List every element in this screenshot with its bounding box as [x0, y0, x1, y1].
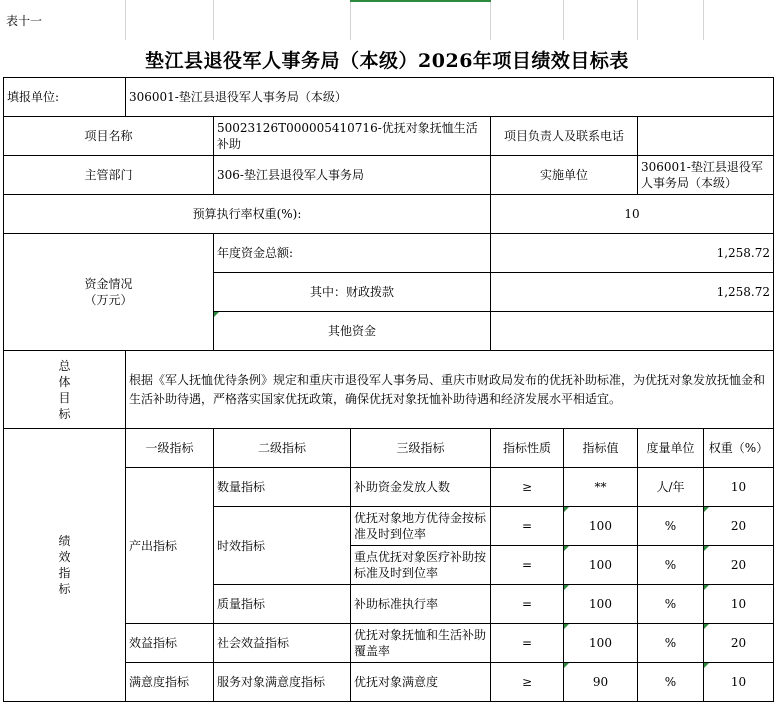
funds-total-value[interactable]: 1,258.72 [491, 234, 774, 273]
budget-weight-label: 预算执行率权重(%): [4, 195, 491, 234]
grid-line [637, 0, 638, 40]
indicator-char: 标 [58, 582, 71, 596]
selected-cell-marker [350, 0, 491, 2]
impl-unit-label: 实施单位 [491, 156, 638, 195]
project-contact-value[interactable] [638, 117, 774, 156]
level2-quality[interactable]: 质量指标 [214, 585, 351, 624]
value-cell[interactable]: 100 [564, 624, 638, 663]
funds-fiscal-value[interactable]: 1,258.72 [491, 273, 774, 312]
dept-value[interactable]: 306-垫江县退役军人事务局 [214, 156, 491, 195]
header-value: 指标值 [564, 429, 638, 468]
project-name-label: 项目名称 [4, 117, 214, 156]
fill-unit-value[interactable]: 306001-垫江县退役军人事务局（本级） [126, 78, 774, 117]
goal-char: 目 [58, 390, 71, 405]
page-title: 垫江县退役军人事务局（本级）2026年项目绩效目标表 [145, 49, 629, 72]
funds-label-line2: （万元） [84, 293, 133, 307]
unit-cell[interactable]: % [638, 507, 704, 546]
header-weight: 权重（%） [704, 429, 774, 468]
header-unit: 度量单位 [638, 429, 704, 468]
grid-line [703, 0, 704, 40]
value-cell[interactable]: ** [564, 468, 638, 507]
project-contact-label: 项目负责人及联系电话 [491, 117, 638, 156]
nature-cell[interactable]: ≥ [491, 468, 564, 507]
level2-quantity[interactable]: 数量指标 [214, 468, 351, 507]
nature-cell[interactable]: = [491, 546, 564, 585]
grid-line [563, 0, 564, 40]
unit-cell[interactable]: % [638, 663, 704, 702]
unit-cell[interactable]: % [638, 624, 704, 663]
goal-char: 总 [58, 358, 71, 373]
funds-other-value[interactable] [491, 312, 774, 351]
grid-line [125, 0, 126, 40]
sheet-label: 表十一 [6, 14, 43, 28]
goal-char: 体 [58, 374, 71, 389]
weight-cell[interactable]: 10 [704, 468, 774, 507]
unit-cell[interactable]: 人/年 [638, 468, 704, 507]
level2-timeliness[interactable]: 时效指标 [214, 507, 351, 585]
fill-unit-label: 填报单位: [4, 78, 126, 117]
funds-label [4, 234, 214, 351]
funds-total-label: 年度资金总额: [214, 234, 491, 273]
unit-cell[interactable]: % [638, 546, 704, 585]
unit-cell[interactable]: % [638, 585, 704, 624]
level3-cell[interactable]: 优抚对象满意度 [351, 663, 491, 702]
header-nature: 指标性质 [491, 429, 564, 468]
level3-cell[interactable]: 重点优抚对象医疗补助按标准及时到位率 [351, 546, 491, 585]
level3-cell[interactable]: 补助标准执行率 [351, 585, 491, 624]
level2-social[interactable]: 社会效益指标 [214, 624, 351, 663]
value-cell[interactable]: 100 [564, 507, 638, 546]
sheet-header-grid [0, 0, 774, 40]
nature-cell[interactable]: ≥ [491, 663, 564, 702]
level3-cell[interactable]: 优抚对象抚恤和生活补助覆盖率 [351, 624, 491, 663]
overall-goal-label [4, 351, 126, 429]
nature-cell[interactable]: = [491, 585, 564, 624]
grid-line [490, 0, 491, 40]
indicator-char: 效 [58, 550, 71, 564]
weight-cell[interactable]: 10 [704, 585, 774, 624]
funds-fiscal-label: 其中：财政拨款 [214, 273, 491, 312]
weight-cell[interactable]: 10 [704, 663, 774, 702]
funds-label-line1: 资金情况 [84, 277, 133, 291]
level3-cell[interactable]: 优抚对象地方优待金按标准及时到位率 [351, 507, 491, 546]
level1-satisfaction[interactable]: 满意度指标 [126, 663, 214, 702]
grid-line [350, 0, 351, 40]
level2-service[interactable]: 服务对象满意度指标 [214, 663, 351, 702]
indicator-char: 指 [58, 566, 71, 580]
impl-unit-value[interactable]: 306001-垫江县退役军人事务局（本级） [638, 156, 774, 195]
indicator-char: 绩 [58, 534, 71, 548]
header-level1: 一级指标 [126, 429, 214, 468]
nature-cell[interactable]: = [491, 507, 564, 546]
value-cell[interactable]: 90 [564, 663, 638, 702]
budget-weight-value[interactable]: 10 [491, 195, 774, 234]
project-name-value[interactable]: 50023126T000005410716-优抚对象抚恤生活补助 [214, 117, 491, 156]
goal-char: 标 [58, 406, 71, 421]
header-level2: 二级指标 [214, 429, 351, 468]
level1-output[interactable]: 产出指标 [126, 468, 214, 624]
nature-cell[interactable]: = [491, 624, 564, 663]
funds-other-label: 其他资金 [214, 312, 491, 351]
value-cell[interactable]: 100 [564, 585, 638, 624]
value-cell[interactable]: 100 [564, 546, 638, 585]
weight-cell[interactable]: 20 [704, 507, 774, 546]
grid-line [213, 0, 214, 40]
level1-benefit[interactable]: 效益指标 [126, 624, 214, 663]
header-level3: 三级指标 [351, 429, 491, 468]
weight-cell[interactable]: 20 [704, 546, 774, 585]
weight-cell[interactable]: 20 [704, 624, 774, 663]
overall-goal-text[interactable]: 根据《军人抚恤优待条例》规定和重庆市退役军人事务局、重庆市财政局发布的优抚补助标准，为优抚对象发放抚恤金和生活补助待遇，严格落实国家优抚政策，确保优抚对象抚恤补助待遇和经济发展水平相适宜。 [126, 351, 774, 429]
dept-label: 主管部门 [4, 156, 214, 195]
indicators-label [4, 429, 126, 702]
performance-table [3, 77, 774, 702]
level3-cell[interactable]: 补助资金发放人数 [351, 468, 491, 507]
